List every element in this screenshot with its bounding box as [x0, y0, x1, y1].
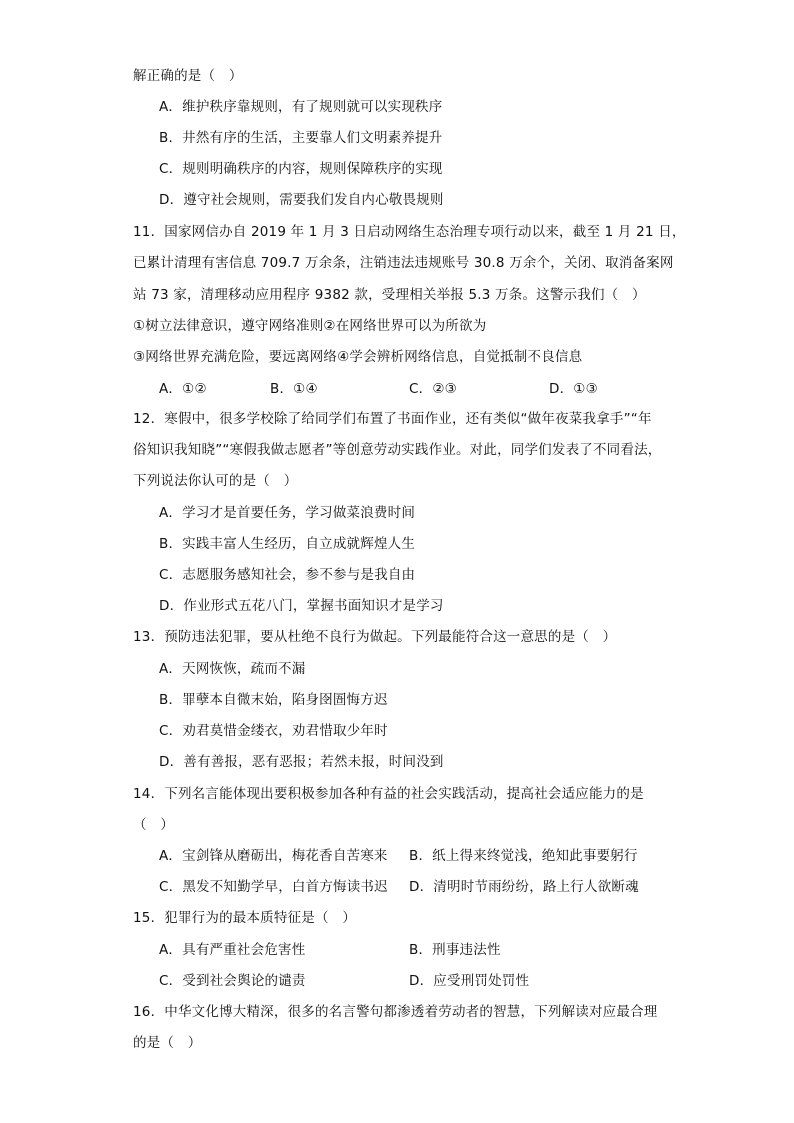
- q11-option-d: D．①③: [549, 381, 598, 397]
- q15-option-d: D．应受刑罚处罚性: [409, 973, 530, 989]
- q10-stem-tail: 解正确的是（ ）: [133, 68, 243, 84]
- q11-statement-1-2: ①树立法律意识，遵守网络准则②在网络世界可以为所欲为: [133, 318, 487, 334]
- q11-stem-line-2: 已累计清理有害信息 709.7 万余条，注销违法违规账号 30.8 万余个，关闭、取消备案网: [133, 255, 674, 271]
- q15-option-a: A．具有严重社会危害性: [159, 942, 306, 958]
- q12-stem-line-2: 俗知识我知晓”“寒假我做志愿者”等创意劳动实践作业。对此，同学们发表了不同看法，: [133, 442, 662, 458]
- q14-stem-line-1: 14．下列名言能体现出要积极参加各种有益的社会实践活动，提高社会适应能力的是: [133, 786, 644, 802]
- q11-option-b: B．①④: [270, 381, 318, 397]
- q14-option-c: C．黑发不知勤学早，白首方悔读书迟: [159, 879, 388, 895]
- q10-option-c: C．规则明确秩序的内容，规则保障秩序的实现: [159, 161, 443, 177]
- q12-option-a: A．学习才是首要任务，学习做菜浪费时间: [159, 505, 416, 521]
- q12-stem-line-3: 下列说法你认可的是（ ）: [133, 473, 298, 489]
- q11-stem-line-1: 11．国家网信办自 2019 年 1 月 3 日启动网络生态治理专项行动以来，截至 1 月 21 日，: [133, 224, 686, 240]
- q13-option-d: D．善有善报，恶有恶报；若然未报，时间没到: [159, 754, 444, 770]
- q12-option-b: B．实践丰富人生经历，自立成就辉煌人生: [159, 536, 416, 552]
- q11-stem-line-3: 站 73 家，清理移动应用程序 9382 款，受理相关举报 5.3 万条。这警示我们（ ）: [133, 287, 646, 303]
- q16-stem-line-1: 16．中华文化博大精深，很多的名言警句都渗透着劳动者的智慧，下列解读对应最合理: [133, 1004, 658, 1020]
- q15-option-b: B．刑事违法性: [409, 942, 501, 958]
- q14-option-a: A．宝剑锋从磨砺出，梅花香自苦寒来: [159, 848, 388, 864]
- q13-stem: 13．预防违法犯罪，要从杜绝不良行为做起。下列最能符合这一意思的是（ ）: [133, 629, 617, 645]
- q13-option-a: A．天网恢恢，疏而不漏: [159, 661, 306, 677]
- q12-stem-line-1: 12．寒假中，很多学校除了给同学们布置了书面作业，还有类似“做年夜菜我拿手”“年: [133, 411, 652, 427]
- q16-stem-line-2: 的是（ ）: [133, 1035, 202, 1051]
- q10-option-b: B．井然有序的生活，主要靠人们文明素养提升: [159, 130, 443, 146]
- q10-option-a: A．维护秩序靠规则，有了规则就可以实现秩序: [159, 99, 443, 115]
- q15-stem: 15．犯罪行为的最本质特征是（ ）: [133, 910, 357, 926]
- q11-option-c: C．②③: [409, 381, 457, 397]
- q14-option-b: B．纸上得来终觉浅，绝知此事要躬行: [409, 848, 638, 864]
- q14-option-d: D．清明时节雨纷纷，路上行人欲断魂: [409, 879, 639, 895]
- q12-option-c: C．志愿服务感知社会，参不参与是我自由: [159, 567, 416, 583]
- q10-option-d: D．遵守社会规则，需要我们发自内心敬畏规则: [159, 192, 444, 208]
- q13-option-c: C．劝君莫惜金缕衣，劝君惜取少年时: [159, 723, 388, 739]
- q12-option-d: D．作业形式五花八门，掌握书面知识才是学习: [159, 598, 444, 614]
- q15-option-c: C．受到社会舆论的谴责: [159, 973, 306, 989]
- q14-stem-line-2: （ ）: [133, 817, 175, 833]
- q11-option-a: A．①②: [159, 381, 207, 397]
- q11-statement-3-4: ③网络世界充满危险，要远离网络④学会辨析网络信息，自觉抵制不良信息: [133, 349, 583, 365]
- q13-option-b: B．罪孽本自微末始，陷身囹圄悔方迟: [159, 692, 388, 708]
